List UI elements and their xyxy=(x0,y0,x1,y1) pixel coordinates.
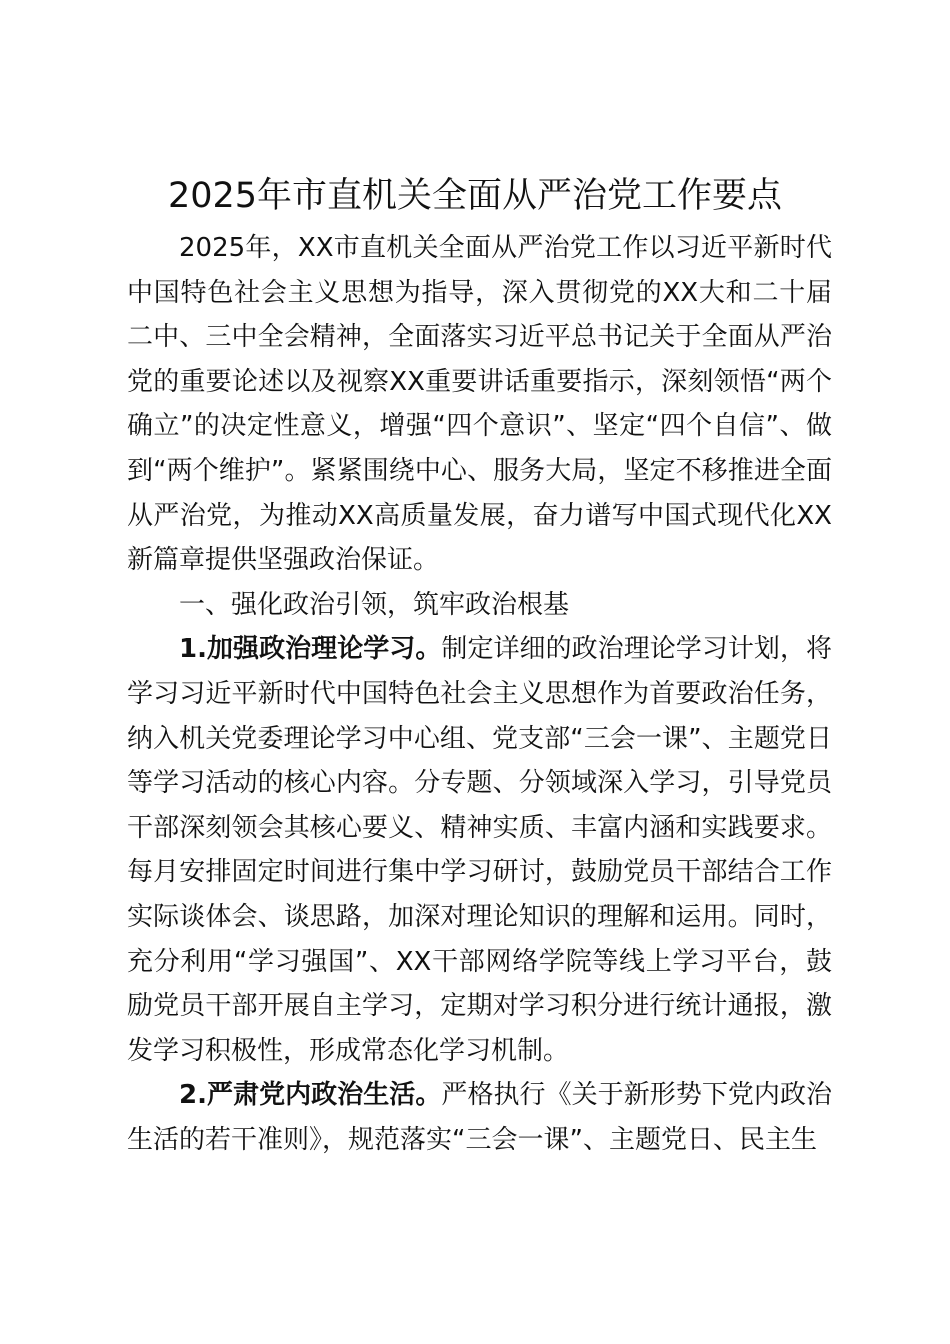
intro-paragraph: 2025年，XX市直机关全面从严治党工作以习近平新时代中国特色社会主义思想为指导，深入贯彻党的XX大和二十届二中、三中全会精神，全面落实习近平总书记关于全面从严治党的重要论述以及视察XX重要讲话重要指示，深刻领悟“两个确立”的决定性意义，增强“四个意识”、坚定“四个自信”、做到“两个维护”。紧紧围绕中心、服务大局，坚定不移推进全面从严治党，为推动XX高质量发展，奋力谱写中国式现代化XX新篇章提供坚强政治保证。 xyxy=(127,233,832,576)
item-paragraph xyxy=(127,1073,832,1162)
section-heading: 一、强化政治引领，筑牢政治根基 xyxy=(179,589,570,620)
item-lead: 2.严肃党内政治生活。 xyxy=(179,1080,442,1111)
item-paragraph xyxy=(127,627,832,1073)
document-body xyxy=(127,226,832,1162)
item-text: 制定详细的政治理论学习计划，将学习习近平新时代中国特色社会主义思想作为首要政治任务，纳入机关党委理论学习中心组、党支部“三会一课”、主题党日等学习活动的核心内容。分专题、分领域深入学习，引导党员干部深刻领会其核心要义、精神实质、丰富内涵和实践要求。每月安排固定时间进行集中学习研讨，鼓励党员干部结合工作实际谈体会、谈思路，加深对理论知识的理解和运用。同时，充分利用“学习强国”、XX干部网络学院等线上学习平台，鼓励党员干部开展自主学习，定期对学习积分进行统计通报，激发学习积极性，形成常态化学习机制。 xyxy=(127,634,832,1066)
item-lead: 1.加强政治理论学习。 xyxy=(179,634,442,665)
item-text: 严格执行《关于新形势下党内政治生活的若干准则》，规范落实“三会一课”、主题党日、民主生 xyxy=(127,1080,832,1155)
document-title: 2025年市直机关全面从严治党工作要点 xyxy=(167,176,783,216)
